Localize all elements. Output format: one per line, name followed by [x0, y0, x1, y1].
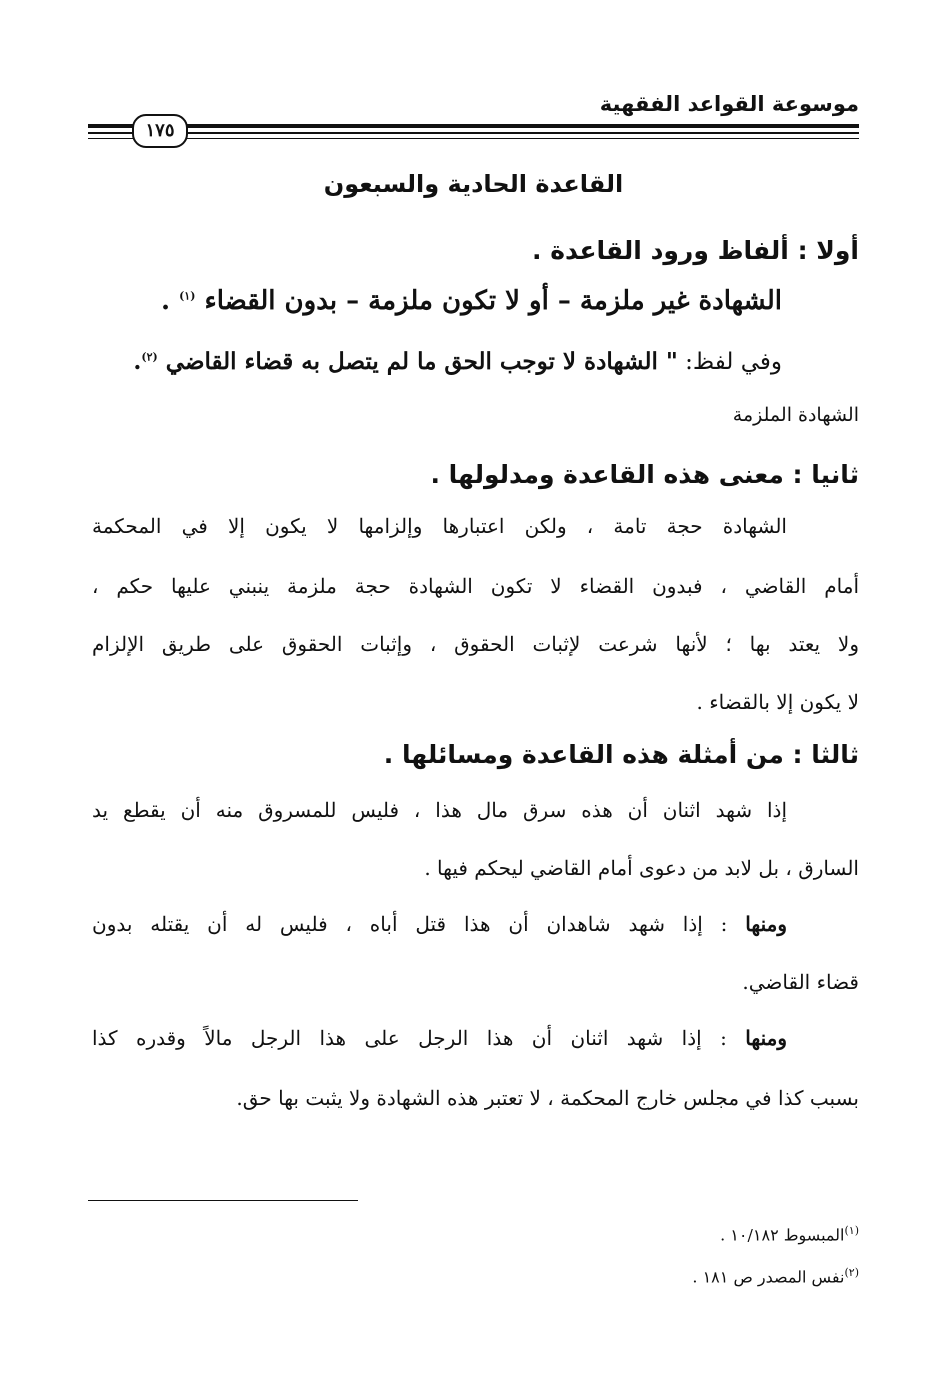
- example3-line-1: [92, 1026, 787, 1050]
- section2-heading: ثانيا : معنى هذه القاعدة ومدلولها .: [430, 460, 859, 489]
- wording-2-end: .: [133, 348, 142, 375]
- example2-line-2: قضاء القاضي.: [742, 970, 859, 994]
- example2-lead: ومنها: [745, 912, 787, 936]
- wording-line-1: [161, 286, 782, 316]
- example1-line-2: السارق ، بل لابد من دعوى أمام القاضي ليحكم فيها .: [424, 856, 859, 880]
- wording-2-text: " الشهادة لا توجب الحق ما لم يتصل به قضاء القاضي: [165, 348, 678, 375]
- wording-1-end: .: [160, 286, 171, 316]
- footnote-1: [720, 1224, 859, 1244]
- example1-line-1: إذا شهد اثنان أن هذه سرق مال هذا ، فليس للمسروق منه أن يقطع يد: [92, 798, 787, 822]
- meaning-line-2: أمام القاضي ، فبدون القضاء لا تكون الشهادة حجة ملزمة ينبني عليها حكم ،: [92, 574, 859, 598]
- footnote-1-ref: (١): [844, 1224, 859, 1237]
- wording-1-text: الشهادة غير ملزمة – أو لا تكون ملزمة – بدون القضاء: [204, 286, 782, 316]
- wording-line-2: [133, 348, 782, 375]
- header-rule-medium: [88, 132, 859, 134]
- header-rule-thin: [88, 138, 859, 139]
- example3-lead: ومنها: [745, 1026, 787, 1050]
- meaning-line-1: الشهادة حجة تامة ، ولكن اعتبارها وإلزامها لا يكون إلا في المحكمة: [92, 514, 787, 538]
- wording-2-ref: (٢): [141, 350, 158, 364]
- example3-text: : إذا شهد اثنان أن هذا الرجل على هذا الرجل مالاً وقدره كذا: [92, 1026, 746, 1050]
- wording-1-ref: (١): [179, 289, 196, 303]
- header-rule-thick: [88, 124, 859, 128]
- footnote-2: [692, 1266, 859, 1286]
- margin-note: الشهادة الملزمة: [732, 404, 859, 426]
- footnote-2-text: نفس المصدر ص ١٨١ .: [692, 1267, 845, 1287]
- meaning-line-3: ولا يعتد بها ؛ لأنها شرعت لإثبات الحقوق ، وإثبات الحقوق على طريق الإلزام: [92, 632, 859, 656]
- running-header-title: موسوعة القواعد الفقهية: [599, 92, 859, 116]
- wording-2-prefix: وفي لفظ:: [677, 349, 782, 375]
- section1-heading: أولا : ألفاظ ورود القاعدة .: [532, 236, 859, 265]
- footnote-1-text: المبسوط ١٠/١٨٢ .: [720, 1225, 845, 1245]
- page-number: ١٧٥: [132, 114, 188, 148]
- section3-heading: ثالثا : من أمثلة هذه القاعدة ومسائلها .: [383, 740, 859, 769]
- example2-text: : إذا شهد شاهدان أن هذا قتل أباه ، فليس له أن يقتله بدون: [92, 912, 746, 936]
- footnote-separator: [88, 1200, 358, 1201]
- example3-line-2: بسبب كذا في مجلس خارج المحكمة ، لا تعتبر هذه الشهادة ولا يثبت بها حق.: [236, 1086, 859, 1110]
- rule-title: القاعدة الحادية والسبعون: [323, 170, 624, 198]
- meaning-line-4: لا يكون إلا بالقضاء .: [696, 690, 859, 714]
- footnote-2-ref: (٢): [844, 1266, 859, 1279]
- example2-line-1: [92, 912, 787, 936]
